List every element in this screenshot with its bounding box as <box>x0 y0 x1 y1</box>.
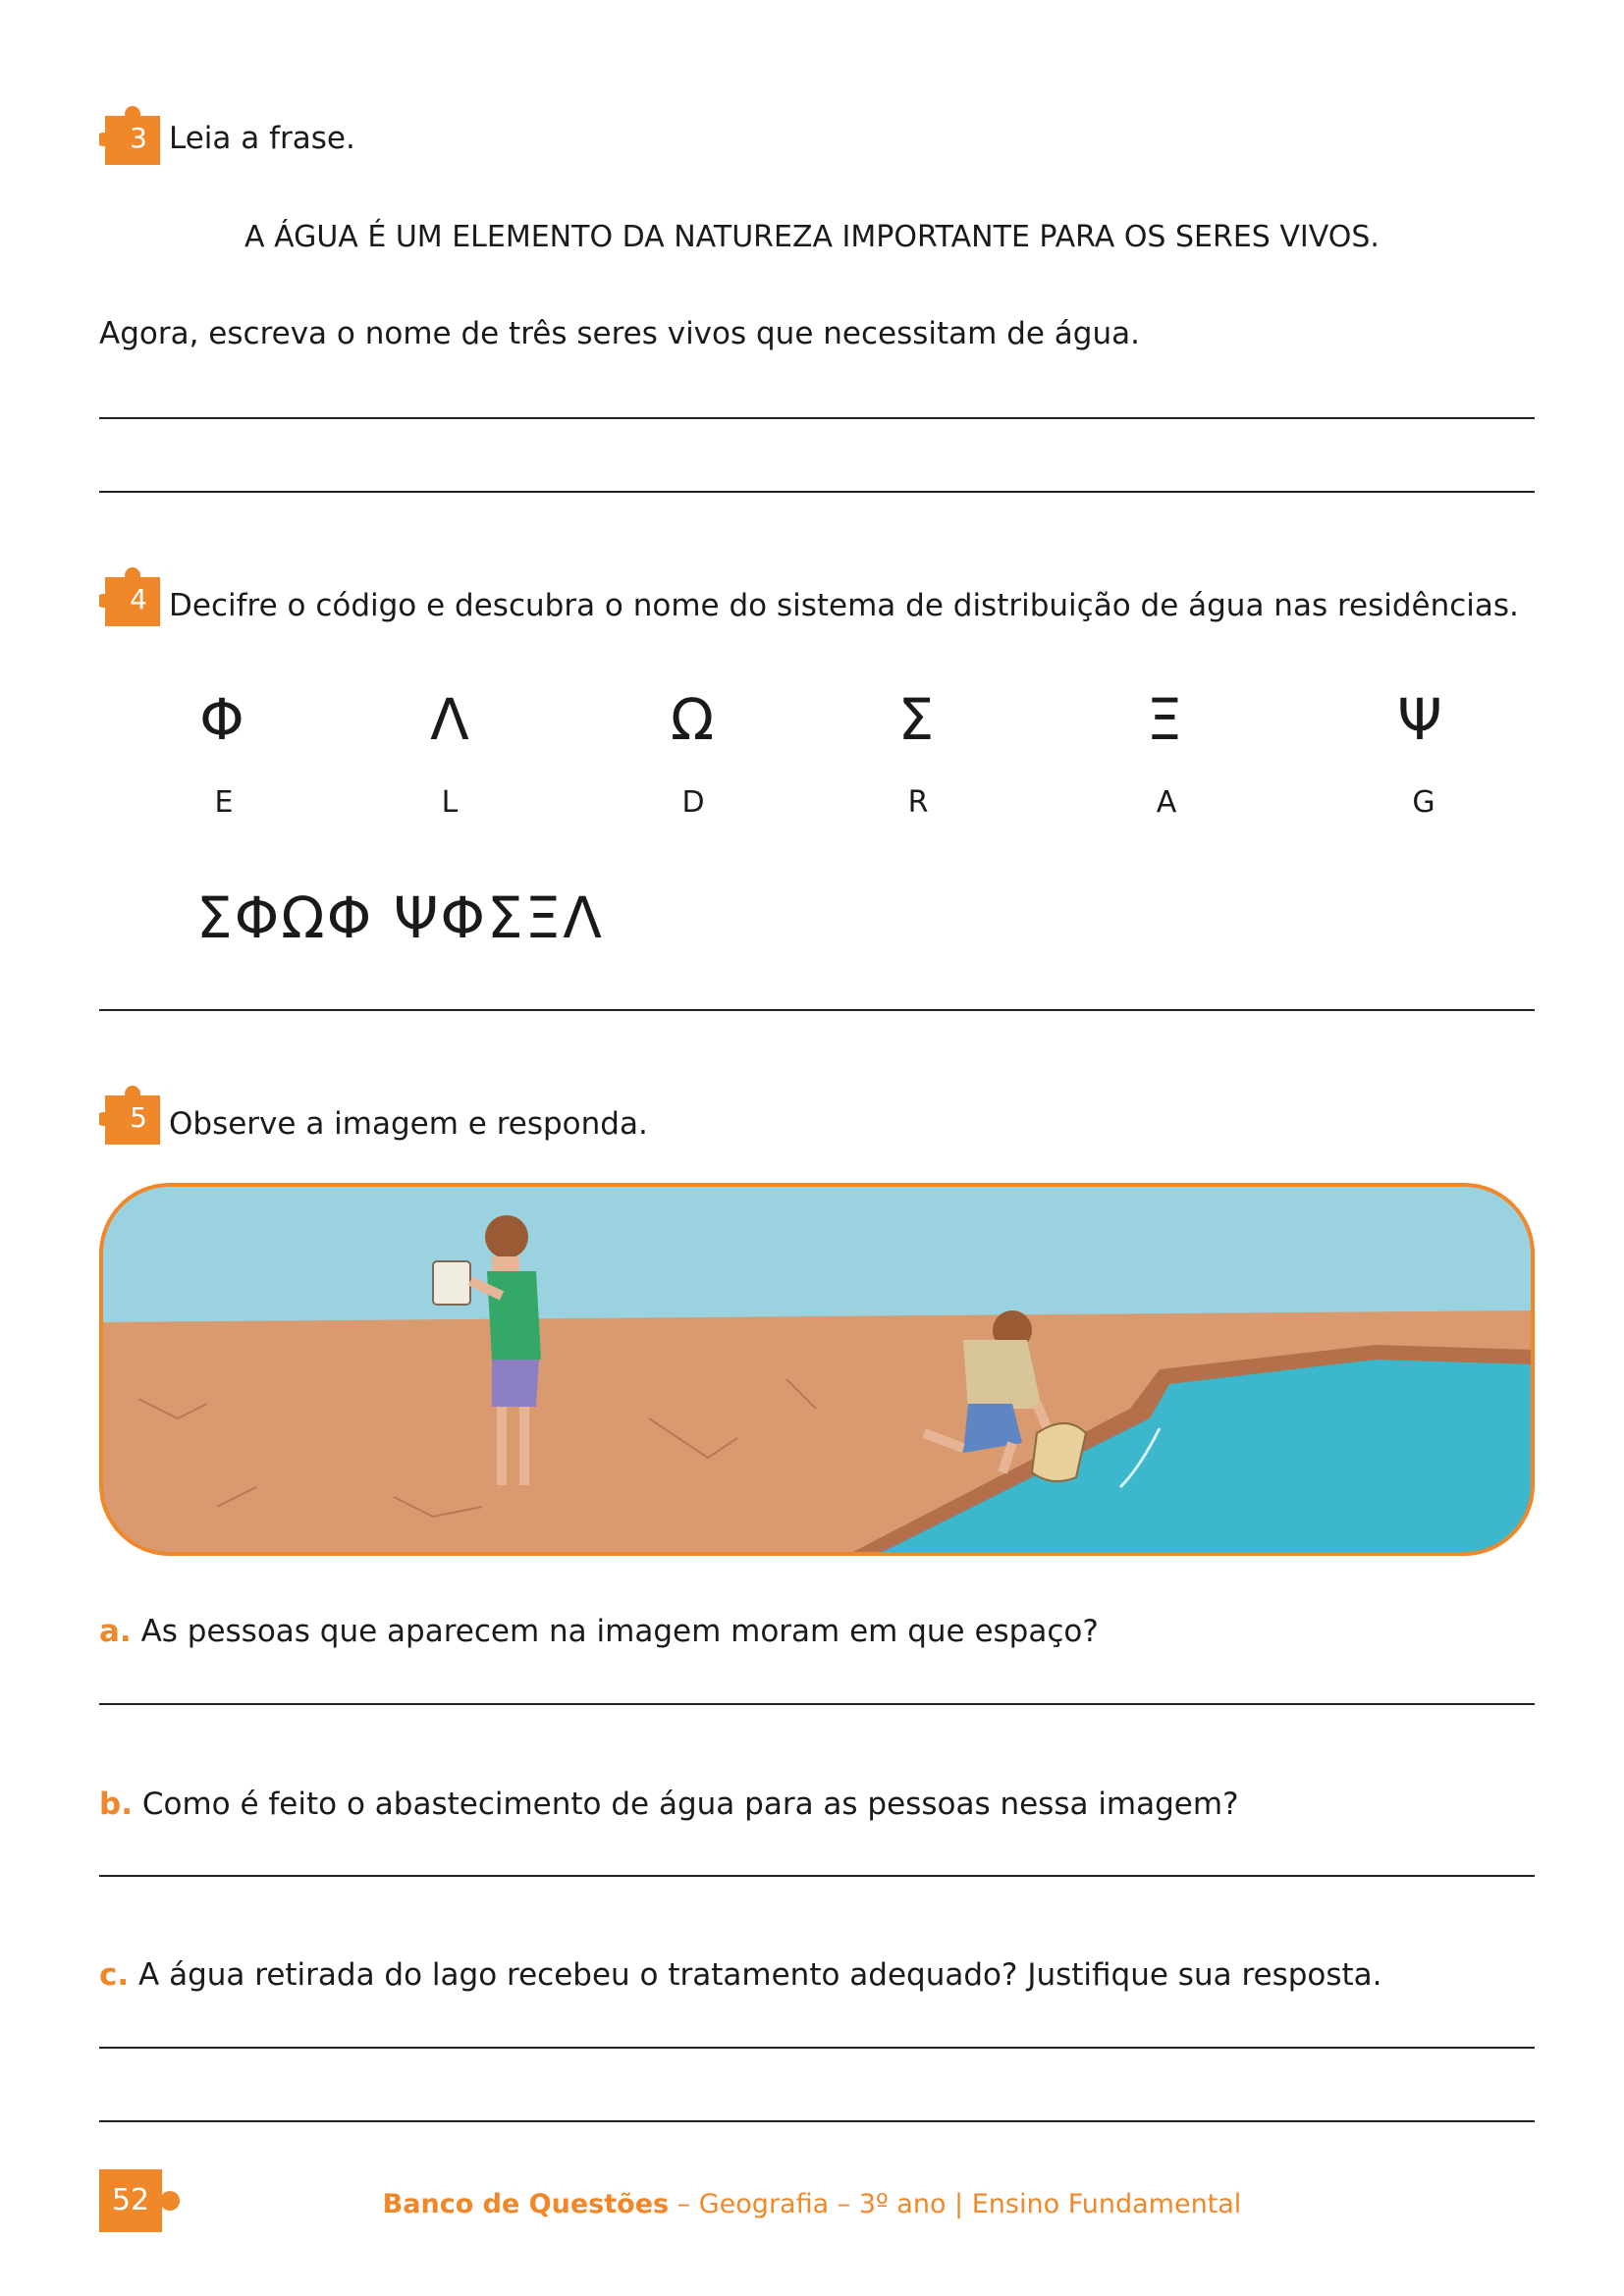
item-text: A água retirada do lago recebeu o tratamento adequado? Justifique sua resposta. <box>138 1957 1382 1993</box>
question-3-prompt: Leia a frase. <box>169 121 355 156</box>
cipher-letter: G <box>1412 785 1435 820</box>
question-number: 3 <box>130 122 147 154</box>
question-5-badge <box>99 1086 162 1148</box>
cipher-letter: R <box>907 785 929 820</box>
footer-subtitle: – Geografia – 3º ano | Ensino Fundamental <box>669 2189 1242 2219</box>
cipher-letter: L <box>441 785 459 820</box>
cipher-letter: E <box>214 785 234 820</box>
item-label: b. <box>99 1787 133 1822</box>
question-3-badge <box>99 106 162 169</box>
answer-line[interactable] <box>99 1875 1535 1877</box>
answer-line[interactable] <box>99 1009 1535 1011</box>
coded-word: ΣΦΩΦ ΨΦΣΞΛ <box>196 884 604 951</box>
item-label: c. <box>99 1957 130 1993</box>
question-5-prompt: Observe a imagem e responda. <box>169 1106 648 1142</box>
question-number: 5 <box>130 1101 147 1134</box>
question-5c <box>99 1955 1382 1995</box>
cipher-letter: A <box>1156 785 1177 820</box>
cipher-symbol: Σ <box>897 686 935 753</box>
cipher-symbol: Φ <box>199 686 244 753</box>
answer-line[interactable] <box>99 1703 1535 1705</box>
footer-book-title: Banco de Questões <box>382 2189 670 2219</box>
answer-line[interactable] <box>99 2047 1535 2049</box>
answer-line[interactable] <box>99 2120 1535 2122</box>
footer-title <box>0 2189 1624 2219</box>
cipher-symbol: Ψ <box>1397 686 1442 753</box>
question-4-badge <box>99 567 162 630</box>
cipher-symbol: Λ <box>430 686 469 753</box>
question-5b <box>99 1785 1239 1824</box>
question-5a <box>99 1612 1099 1651</box>
item-text: Como é feito o abastecimento de água para as pessoas nessa imagem? <box>141 1787 1239 1822</box>
page-number: 52 <box>111 2183 150 2217</box>
question-4-prompt: Decifre o código e descubra o nome do sistema de distribuição de água nas residências. <box>169 588 1519 623</box>
cipher-letter: D <box>681 785 705 820</box>
cipher-symbol: Ξ <box>1146 686 1183 753</box>
answer-line[interactable] <box>99 491 1535 493</box>
item-text: As pessoas que aparecem na imagem moram em que espaço? <box>140 1614 1099 1649</box>
cipher-symbol: Ω <box>670 686 715 753</box>
answer-line[interactable] <box>99 417 1535 419</box>
question-number: 4 <box>130 583 147 615</box>
question-3-instruction: Agora, escreva o nome de três seres vivos que necessitam de água. <box>99 316 1140 351</box>
highlight-sentence: A ÁGUA É UM ELEMENTO DA NATUREZA IMPORTANTE PARA OS SERES VIVOS. <box>244 220 1380 254</box>
item-label: a. <box>99 1614 132 1649</box>
illustration-lake-scene <box>99 1183 1535 1556</box>
